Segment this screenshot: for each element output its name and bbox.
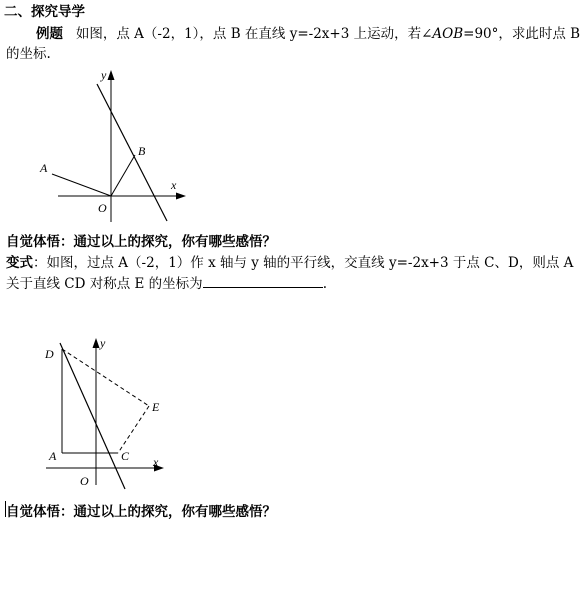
example-statement-line2: 的坐标. bbox=[6, 46, 51, 62]
variant-text-line1: ：如图，过点 A（-2，1）作 x 轴与 y 轴的平行线，交直线 y=-2x+3 于点 C、D，则点 A bbox=[33, 255, 574, 271]
fig2-label-y: y bbox=[100, 336, 106, 350]
fig2-label-o: O bbox=[80, 474, 89, 488]
fig1-label-o: O bbox=[98, 201, 107, 215]
reflection-1: 自觉体悟：通过以上的探究，你有哪些感悟？ bbox=[6, 234, 276, 250]
variant-label: 变式 bbox=[6, 255, 33, 271]
example-text-b: =90°，求此时点 B bbox=[463, 26, 581, 42]
variant-statement-line2: 关于直线 CD 对称点 E 的坐标为 . bbox=[6, 276, 327, 292]
fig2-label-e: E bbox=[152, 400, 160, 414]
variant-statement bbox=[6, 251, 573, 271]
fig1-segment-ob bbox=[111, 155, 135, 196]
example-text-a: 如图，点 A（-2，1），点 B 在直线 y=-2x+3 上运动，若 bbox=[75, 26, 422, 42]
fig2-label-a: A bbox=[49, 449, 57, 463]
reflection-2: 自觉体悟：通过以上的探究，你有哪些感悟？ bbox=[6, 504, 276, 520]
answer-blank[interactable] bbox=[203, 275, 323, 288]
fig1-label-a: A bbox=[40, 161, 48, 175]
fig1-label-y: y bbox=[101, 68, 107, 82]
fig2-label-d: D bbox=[45, 347, 54, 361]
fig2-y-arrow bbox=[93, 338, 100, 348]
example-label: 例题 bbox=[36, 26, 63, 42]
fig1-y-arrow bbox=[108, 70, 115, 80]
fig2-dashed-ec bbox=[118, 406, 149, 453]
fig1-segment-oa bbox=[52, 174, 111, 196]
angle-symbol: ∠ bbox=[421, 26, 433, 42]
fig1-x-arrow bbox=[176, 193, 186, 200]
fig2-line-y-eq bbox=[60, 343, 125, 489]
fig1-label-b: B bbox=[138, 144, 146, 158]
fig2-label-c: C bbox=[121, 449, 130, 463]
section-title: 二、探究导学 bbox=[4, 4, 85, 20]
fig1-line-y-eq bbox=[97, 84, 167, 221]
angle-name: AOB bbox=[432, 26, 464, 42]
fig2-label-x: x bbox=[153, 455, 159, 469]
fig1-label-x: x bbox=[171, 178, 177, 192]
